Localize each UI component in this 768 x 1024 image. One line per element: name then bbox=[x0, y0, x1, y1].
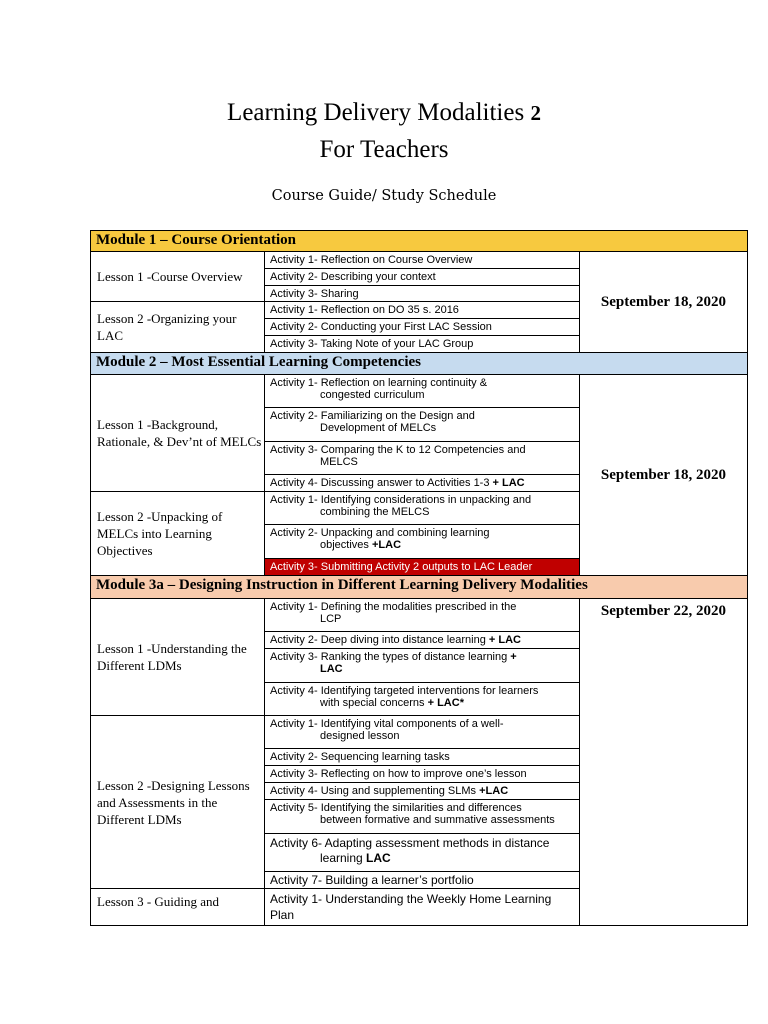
module-2-date: September 18, 2020 bbox=[579, 374, 748, 576]
title-text: Learning Delivery Modalities bbox=[227, 99, 525, 126]
module-1-activity: Activity 2- Conducting your First LAC Session bbox=[264, 318, 580, 336]
module-3a-activity: Activity 6- Adapting assessment methods in distance learning LAC bbox=[264, 833, 580, 872]
module-2-activity: Activity 1- Reflection on learning continuity & congested curriculum bbox=[264, 374, 580, 408]
module-3a-activity: Activity 3- Reflecting on how to improve one’s lesson bbox=[264, 765, 580, 783]
module-3a-lesson-3: Lesson 3 - Guiding and bbox=[90, 888, 265, 926]
module-2-header: Module 2 – Most Essential Learning Competencies bbox=[90, 352, 748, 375]
module-3a-lesson-2: Lesson 2 -Designing Lessons and Assessments in the Different LDMs bbox=[90, 715, 265, 889]
module-1-lesson-2: Lesson 2 -Organizing your LAC bbox=[90, 301, 265, 353]
module-3a-activity: Activity 3- Ranking the types of distance learning + LAC bbox=[264, 648, 580, 683]
module-1-activity: Activity 3- Taking Note of your LAC Group bbox=[264, 335, 580, 353]
module-2-activity: Activity 1- Identifying considerations in unpacking and combining the MELCS bbox=[264, 491, 580, 525]
module-3a-header: Module 3a – Designing Instruction in Different Learning Delivery Modalities bbox=[90, 575, 748, 599]
module-3a-activity: Activity 4- Identifying targeted interventions for learners with special concerns + LAC* bbox=[264, 682, 580, 716]
module-1-date: September 18, 2020 bbox=[579, 251, 748, 353]
document-title-line2: For Teachers bbox=[319, 136, 449, 163]
module-3a-activity: Activity 4- Using and supplementing SLMs +LAC bbox=[264, 782, 580, 800]
module-1-activity: Activity 1- Reflection on DO 35 s. 2016 bbox=[264, 301, 580, 319]
module-3a-date: September 22, 2020 bbox=[579, 598, 748, 926]
module-1-activity: Activity 1- Reflection on Course Overview bbox=[264, 251, 580, 269]
module-2-activity: Activity 4- Discussing answer to Activities 1-3 + LAC bbox=[264, 474, 580, 492]
module-3a-lesson-1: Lesson 1 -Understanding the Different LDMs bbox=[90, 598, 265, 716]
module-2-activity: Activity 2- Familiarizing on the Design and Development of MELCs bbox=[264, 407, 580, 442]
module-1-lesson-1: Lesson 1 -Course Overview bbox=[90, 251, 265, 302]
module-2-activity: Activity 3- Comparing the K to 12 Competencies and MELCS bbox=[264, 441, 580, 475]
module-3a-activity: Activity 2- Deep diving into distance learning + LAC bbox=[264, 631, 580, 649]
document-subtitle: Course Guide/ Study Schedule bbox=[271, 188, 497, 204]
module-3a-activity: Activity 5- Identifying the similarities and differences between formative and summative assessments bbox=[264, 799, 580, 834]
module-3a-activity: Activity 1- Identifying vital components of a well- designed lesson bbox=[264, 715, 580, 749]
module-2-lesson-1: Lesson 1 -Background, Rationale, & Dev’nt of MELCs bbox=[90, 374, 265, 492]
module-2-lesson-2: Lesson 2 -Unpacking of MELCs into Learning Objectives bbox=[90, 491, 265, 576]
title-number: 2 bbox=[530, 101, 541, 125]
module-1-activity: Activity 2- Describing your context bbox=[264, 268, 580, 286]
document-title-line1 bbox=[0, 98, 768, 128]
module-3a-activity: Activity 2- Sequencing learning tasks bbox=[264, 748, 580, 766]
module-3a-activity: Activity 7- Building a learner’s portfolio bbox=[264, 871, 580, 889]
module-1-activity: Activity 3- Sharing bbox=[264, 285, 580, 302]
module-3a-activity: Activity 1- Defining the modalities prescribed in the LCP bbox=[264, 598, 580, 632]
module-1-header: Module 1 – Course Orientation bbox=[90, 230, 748, 252]
module-2-activity: Activity 2- Unpacking and combining learning objectives +LAC bbox=[264, 524, 580, 559]
module-2-activity-highlighted: Activity 3- Submitting Activity 2 outputs to LAC Leader bbox=[264, 558, 580, 576]
module-3a-activity: Activity 1- Understanding the Weekly Home Learning Plan bbox=[264, 888, 580, 926]
